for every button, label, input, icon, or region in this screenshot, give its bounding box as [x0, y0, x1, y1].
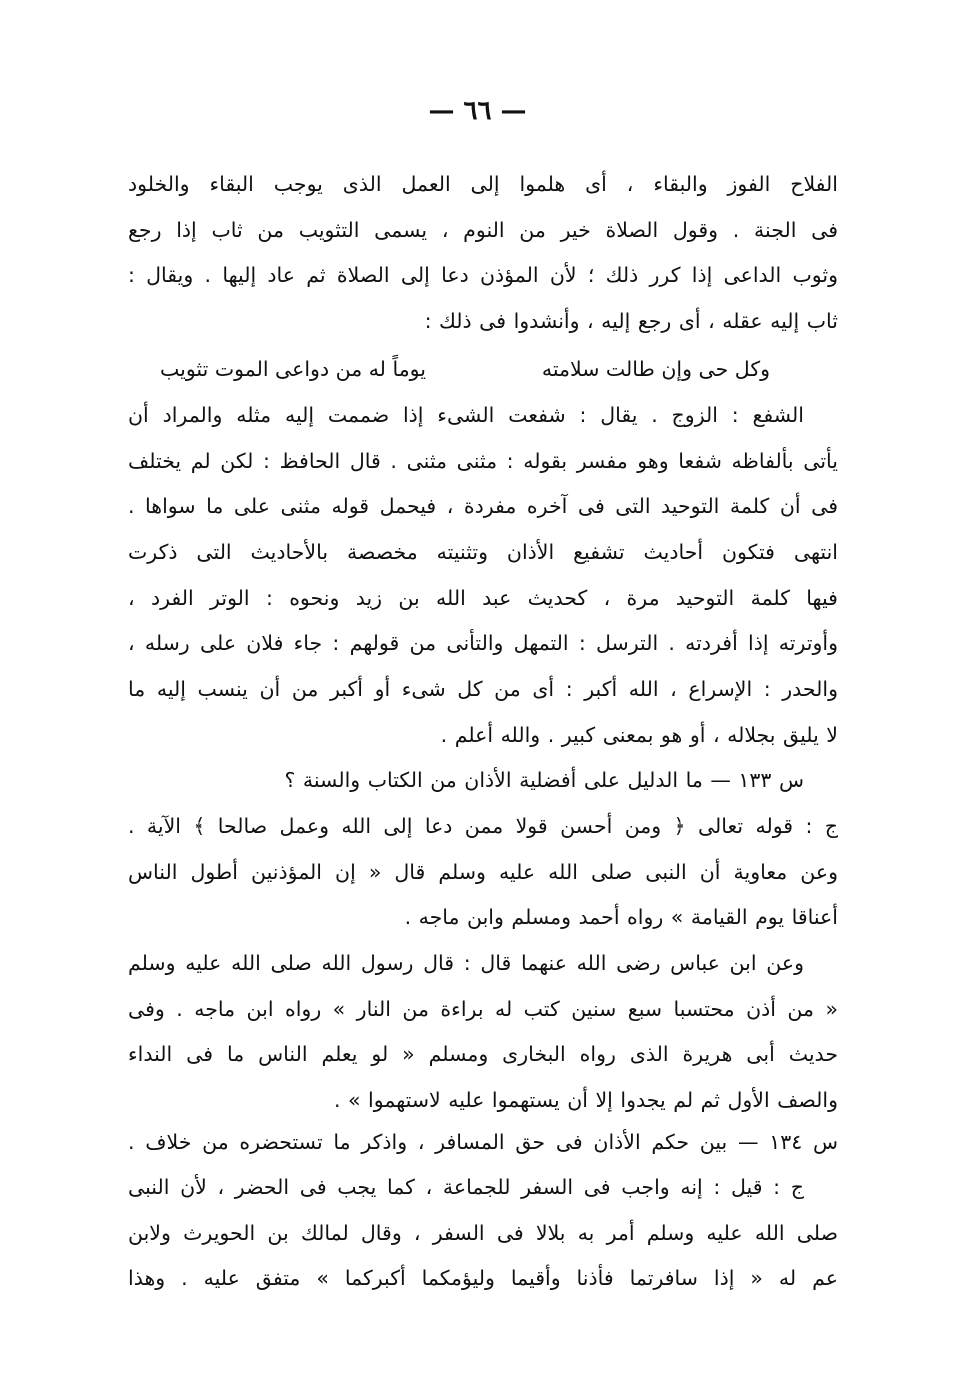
text-line: لا يليق بجلاله ، أو هو بمعنى كبير . والله أعلم . — [440, 722, 838, 747]
paragraph-shaf — [128, 393, 838, 759]
poetry-verse — [160, 347, 770, 393]
text-line: ثاب إليه عقله ، أى رجع إليه ، وأنشدوا فى ذلك : — [424, 309, 838, 334]
text-line: والصف الأول ثم لم يجدوا إلا أن يستهموا عليه لاستهموا » . — [333, 1088, 838, 1113]
text-line: ج : قوله تعالى ﴿ ومن أحسن قولا ممن دعا إلى الله وعمل صالحا ﴾ الآية . — [128, 814, 838, 838]
verse-second-hemistich: يوماً له من دواعى الموت تثويب — [160, 357, 426, 381]
text-line: « من أذن محتسبا سبع سنين كتب له براءة من النار » رواه ابن ماجه . وفى — [128, 996, 838, 1021]
text-line: أعناقا يوم القيامة » رواه أحمد ومسلم وابن ماجه . — [404, 905, 838, 930]
paragraph-ibn-abbas — [128, 941, 838, 1124]
answer-133 — [128, 804, 838, 941]
text-line: صلى الله عليه وسلم أمر به بلالا فى السفر ، وقال لمالك بن الحويرث ولابن — [128, 1220, 838, 1245]
text-line: يأتى بألفاظه شفعا وهو مفسر بقوله : مثنى مثنى . قال الحافظ : لكن لم يختلف — [128, 448, 838, 473]
text-line: انتهى فتكون أحاديث تشفيع الأذان وتثنيته مخصصة بالأحاديث التى ذكرت — [128, 540, 838, 565]
text-line: فى الجنة . وقول الصلاة خير من النوم ، يسمى التثويب من ثاب إذا رجع — [128, 217, 838, 242]
question-line: س ١٣٣ — ما الدليل على أفضلية الأذان من الكتاب والسنة ؟ — [284, 768, 804, 792]
question-134 — [128, 1120, 838, 1166]
text-line: وعن معاوية أن النبى صلى الله عليه وسلم قال « إن المؤذنين أطول الناس — [128, 859, 838, 884]
text-line: عم له « إذا سافرتما فأذنا وأقيما وليؤمكما أكبركما » متفق عليه . وهذا — [128, 1266, 838, 1291]
answer-134 — [128, 1165, 838, 1302]
text-line: فى أن كلمة التوحيد التى فى آخره مفردة ، فيحمل قوله مثنى على ما سواها . — [128, 494, 838, 519]
verse-first-hemistich: وكل حى وإن طالت سلامته — [541, 357, 770, 381]
text-line: الفلاح الفوز والبقاء ، أى هلموا إلى العمل الذى يوجب البقاء والخلود — [128, 172, 838, 196]
text-line: وعن ابن عباس رضى الله عنهما قال : قال رسول الله صلى الله عليه وسلم — [128, 951, 804, 975]
text-line: حديث أبى هريرة الذى رواه البخارى ومسلم « لو يعلم الناس ما فى النداء — [128, 1042, 838, 1067]
paragraph-tathwib — [128, 162, 838, 345]
text-line: وثوب الداعى إذا كرر ذلك ؛ لأن المؤذن دعا إلى الصلاة ثم عاد إليها . ويقال : — [128, 263, 838, 288]
text-line: وأوترته إذا أفردته . الترسل : التمهل والتأنى من قولهم : جاء فلان على رسله ، — [128, 631, 838, 656]
text-line: فيها كلمة التوحيد مرة ، كحديث عبد الله بن زيد ونحوه : الوتر الفرد ، — [128, 585, 838, 610]
page-number: — ٦٦ — — [428, 96, 527, 126]
question-line: س ١٣٤ — بين حكم الأذان فى حق المسافر ، واذكر ما تستحضره من خلاف . — [128, 1130, 838, 1154]
question-133 — [128, 758, 838, 804]
text-line: الشفع : الزوج . يقال : شفعت الشىء إذا ضممت إليه مثله والمراد أن — [128, 403, 804, 427]
text-line: ج : قيل : إنه واجب فى السفر للجماعة ، كما يجب فى الحضر ، لأن النبى — [128, 1175, 804, 1199]
text-line: والحدر : الإسراع ، الله أكبر : أى من كل شىء أو أكبر من أن ينسب إليه ما — [128, 677, 838, 702]
